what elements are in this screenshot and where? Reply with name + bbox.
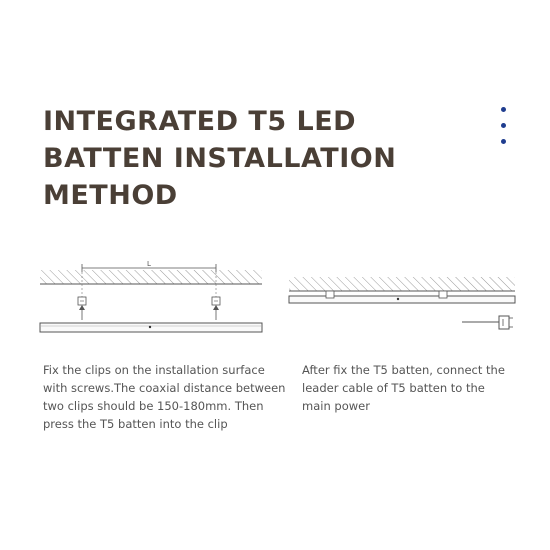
batten-center-mark: [397, 298, 399, 300]
title-line-1: INTEGRATED T5 LED: [43, 106, 357, 137]
caption-left: Fix the clips on the installation surface with screws.The coaxial distance between two clips should be 150-180mm. Then press the T5 batten into the clip: [43, 363, 286, 431]
ceiling-hatch: [40, 270, 262, 284]
title-line-3: METHOD: [43, 180, 178, 211]
ceiling-hatch: [289, 277, 515, 291]
title-line-2: BATTEN INSTALLATION: [43, 143, 397, 174]
dimension-label: L: [147, 260, 151, 268]
caption-right: After fix the T5 batten, connect the leader cable of T5 batten to the main power: [302, 363, 505, 413]
clip-right: [439, 291, 447, 298]
batten-center-mark: [149, 326, 151, 328]
left-diagram: [40, 260, 262, 332]
t5-batten-mounted: [289, 296, 515, 303]
connector: [499, 316, 509, 329]
right-diagram: [289, 277, 515, 329]
clip-left: [326, 291, 334, 298]
